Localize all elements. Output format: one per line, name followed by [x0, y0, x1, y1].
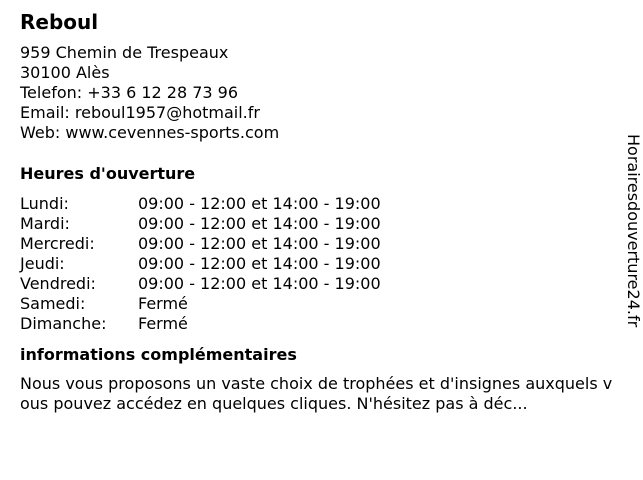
- hours-day: Lundi:: [20, 194, 69, 213]
- hours-value: Fermé: [138, 294, 188, 313]
- hours-row-samedi: [20, 294, 620, 314]
- hours-value: 09:00 - 12:00 et 14:00 - 19:00: [138, 274, 381, 293]
- hours-row-dimanche: [20, 314, 620, 334]
- hours-value: 09:00 - 12:00 et 14:00 - 19:00: [138, 254, 381, 273]
- hours-day: Mardi:: [20, 214, 70, 233]
- business-name: Reboul: [20, 10, 99, 34]
- site-watermark-label: Horairesdouverture24.fr: [624, 134, 643, 328]
- street-address: 959 Chemin de Trespeaux: [20, 43, 229, 62]
- hours-row-vendredi: [20, 274, 620, 294]
- hours-day: Jeudi:: [20, 254, 65, 273]
- hours-table: [20, 194, 620, 334]
- hours-row-jeudi: [20, 254, 620, 274]
- email-line: Email: reboul1957@hotmail.fr: [20, 103, 260, 122]
- hours-value: Fermé: [138, 314, 188, 333]
- hours-day: Vendredi:: [20, 274, 96, 293]
- info-description: Nous vous proposons un vaste choix de trophées et d'insignes auxquels vous pouvez accédez en quelques cliques. N'hésitez pas à déc...: [20, 374, 613, 413]
- hours-value: 09:00 - 12:00 et 14:00 - 19:00: [138, 214, 381, 233]
- business-card: [20, 9, 620, 414]
- info-heading: informations complémentaires: [20, 345, 297, 364]
- postal-city: 30100 Alès: [20, 63, 110, 82]
- address-block: [20, 43, 620, 143]
- phone-line: Telefon: +33 6 12 28 73 96: [20, 83, 239, 102]
- hours-row-lundi: [20, 194, 620, 214]
- hours-value: 09:00 - 12:00 et 14:00 - 19:00: [138, 194, 381, 213]
- hours-row-mardi: [20, 214, 620, 234]
- hours-heading: Heures d'ouverture: [20, 164, 196, 183]
- hours-day: Samedi:: [20, 294, 86, 313]
- web-line: Web: www.cevennes-sports.com: [20, 123, 280, 142]
- hours-day: Dimanche:: [20, 314, 107, 333]
- hours-row-mercredi: [20, 234, 620, 254]
- hours-value: 09:00 - 12:00 et 14:00 - 19:00: [138, 234, 381, 253]
- hours-day: Mercredi:: [20, 234, 95, 253]
